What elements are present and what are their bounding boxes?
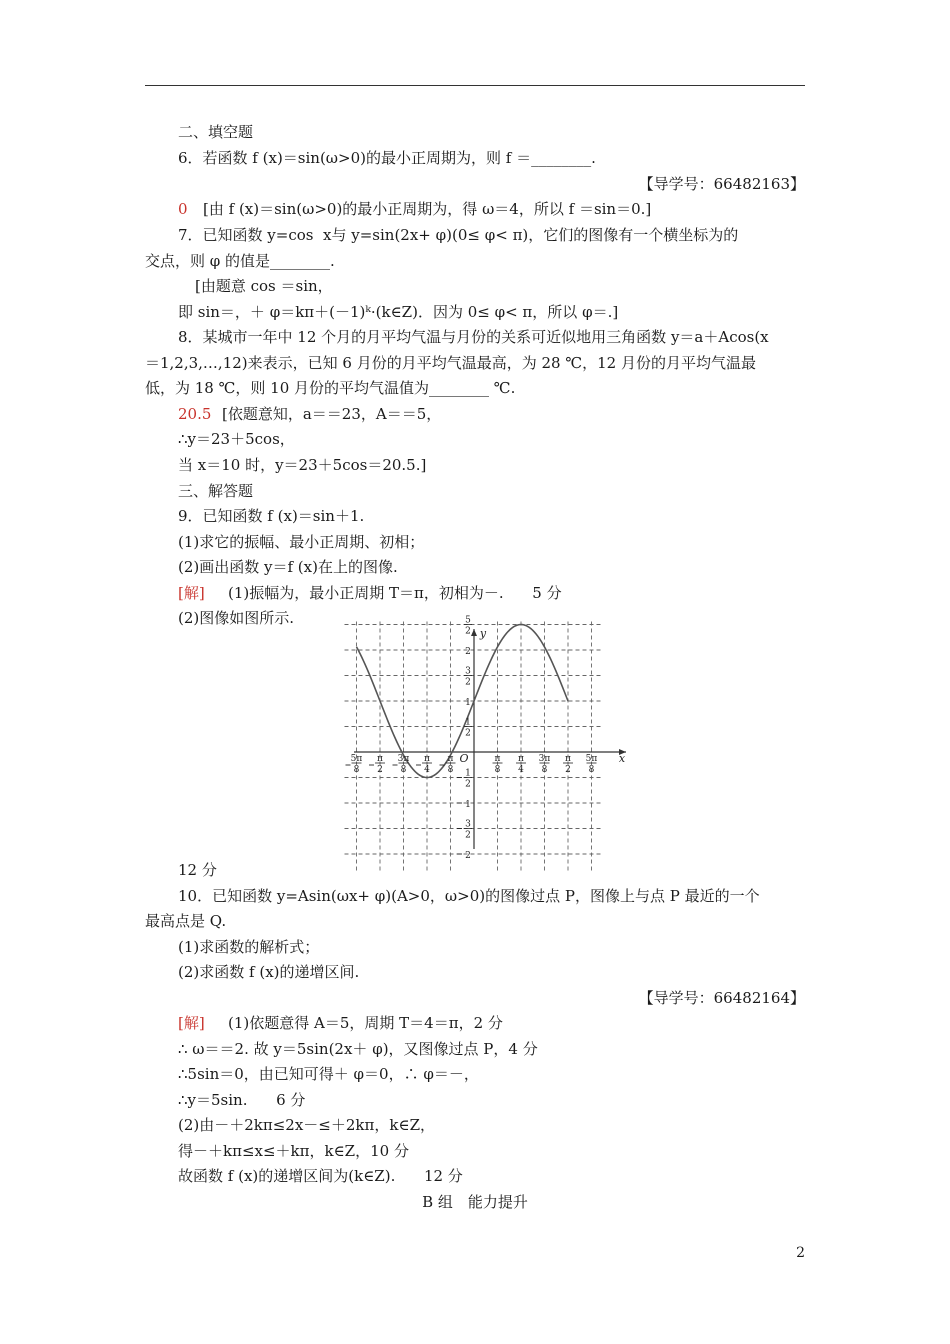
answer-7-line2: 即 sin＝，＋ φ＝kπ＋(－1)ᵏ·(k∈Z)．因为 0≤ φ< π，所以 φ＝.] bbox=[178, 303, 619, 321]
y-axis-label: y bbox=[479, 627, 487, 640]
answer-8-line2: ∴y＝23＋5cos， bbox=[178, 430, 295, 448]
section-heading-fill-in: 二、填空题 bbox=[178, 123, 254, 141]
y-tick-label: 1 bbox=[465, 800, 471, 810]
solution-10-line3: ∴5sin＝0，由已知可得＋ φ＝0，∴ φ＝－， bbox=[178, 1065, 479, 1083]
solution-9-score: 12 分 bbox=[178, 861, 217, 879]
x-tick-numerator: π bbox=[447, 754, 454, 764]
question-7-line1: 7．已知函数 y=cos x与 y=sin(2x+ φ)(0≤ φ< π)，它们的图像有一个横坐标为的 bbox=[178, 226, 739, 244]
x-tick-numerator: 3π bbox=[538, 754, 551, 764]
x-tick-numerator: π bbox=[424, 754, 430, 764]
solution-10-line7: 故函数 f (x)的递增区间为(k∈Z). 12 分 bbox=[178, 1167, 463, 1185]
answer-8-line1: [依题意知，a＝＝23，A＝＝5， bbox=[222, 405, 442, 423]
section-heading-group-b: B 组 能力提升 bbox=[422, 1193, 528, 1211]
x-tick-denominator: 8 bbox=[447, 765, 454, 775]
answer-6-explanation: [由 f (x)＝sin(ω>0)的最小正周期为，得 ω＝4，所以 f ＝sin＝0.] bbox=[203, 200, 652, 218]
y-tick-numerator: 1 bbox=[465, 717, 471, 728]
x-axis-label: x bbox=[618, 752, 626, 765]
function-graph bbox=[350, 615, 640, 861]
solution-10-line4: ∴y＝5sin. 6 分 bbox=[178, 1091, 306, 1109]
y-tick-label: 1 bbox=[465, 698, 471, 708]
question-9: 9．已知函数 f (x)＝sin＋1. bbox=[178, 507, 365, 525]
question-8-line1: 8．某城市一年中 12 个月的月平均气温与月份的关系可近似地用三角函数 y＝a＋Acos(x bbox=[178, 328, 769, 346]
x-tick-numerator: π bbox=[565, 754, 571, 764]
guide-number-1: 【导学号：66482163】 bbox=[638, 175, 805, 193]
x-tick-denominator: 4 bbox=[518, 765, 524, 775]
y-tick-denominator: 2 bbox=[465, 830, 471, 841]
solution-10-line1: (1)依题意得 A＝5，周期 T＝4＝π，2 分 bbox=[228, 1014, 503, 1032]
page-number: 2 bbox=[796, 1245, 805, 1261]
y-tick-numerator: 3 bbox=[465, 819, 471, 830]
question-10-part1: (1)求函数的解析式； bbox=[178, 938, 320, 956]
x-tick-denominator: 4 bbox=[424, 765, 430, 775]
x-tick-denominator: 8 bbox=[541, 765, 548, 775]
x-tick-numerator: π bbox=[494, 754, 501, 764]
question-10-line1: 10．已知函数 y=Asin(ωx+ φ)(A>0，ω>0)的图像过点 P，图像上与点 P 最近的一个 bbox=[178, 887, 760, 905]
x-tick-denominator: 8 bbox=[400, 765, 407, 775]
solution-9-tag: [解] bbox=[178, 584, 205, 602]
x-tick-denominator: 2 bbox=[377, 765, 383, 775]
y-tick-denominator: 2 bbox=[465, 728, 471, 739]
x-tick-numerator: 5π bbox=[585, 754, 598, 764]
y-axis-arrow bbox=[471, 629, 477, 636]
question-7-line2: 交点，则 φ 的值是________. bbox=[145, 252, 335, 270]
origin-label: O bbox=[459, 752, 469, 765]
answer-7-line1: [由题意 cos ＝sin， bbox=[195, 277, 333, 295]
y-tick-numerator: 5 bbox=[465, 615, 471, 626]
answer-6-value: 0 bbox=[178, 200, 188, 218]
solution-9-part1: (1)振幅为，最小正周期 T＝π，初相为－. 5 分 bbox=[228, 584, 562, 602]
x-tick-denominator: 8 bbox=[353, 765, 360, 775]
x-tick-denominator: 2 bbox=[565, 765, 571, 775]
y-tick-denominator: 2 bbox=[465, 626, 471, 637]
header-rule bbox=[145, 85, 805, 86]
x-tick-denominator: 8 bbox=[494, 765, 501, 775]
solution-10-line5: (2)由－＋2kπ≤2x－≤＋2kπ，k∈Z， bbox=[178, 1116, 435, 1134]
y-tick-numerator: 3 bbox=[465, 666, 471, 677]
answer-8-line3: 当 x＝10 时，y＝23＋5cos＝20.5.] bbox=[178, 456, 427, 474]
solution-10-line2: ∴ ω＝＝2. 故 y＝5sin(2x＋ φ)，又图像过点 P，4 分 bbox=[178, 1040, 538, 1058]
question-8-line2: ＝1,2,3,…,12)来表示，已知 6 月份的月平均气温最高，为 28 ℃，12 月份的月平均气温最 bbox=[145, 354, 756, 372]
question-6: 6．若函数 f (x)＝sin(ω>0)的最小正周期为，则 f ＝________. bbox=[178, 149, 596, 167]
x-tick-denominator: 8 bbox=[588, 765, 595, 775]
x-tick-numerator: 3π bbox=[397, 754, 410, 764]
y-tick-numerator: 1 bbox=[465, 768, 471, 779]
x-tick-numerator: 5π bbox=[350, 754, 363, 764]
y-tick-denominator: 2 bbox=[465, 779, 471, 790]
question-9-part2: (2)画出函数 y＝f (x)在上的图像. bbox=[178, 558, 398, 576]
solution-9-part2: (2)图像如图所示. bbox=[178, 609, 295, 627]
question-9-part1: (1)求它的振幅、最小正周期、初相； bbox=[178, 533, 425, 551]
x-tick-numerator: π bbox=[518, 754, 524, 764]
question-10-part2: (2)求函数 f (x)的递增区间. bbox=[178, 963, 360, 981]
question-10-line2: 最高点是 Q. bbox=[145, 912, 227, 930]
section-heading-solve: 三、解答题 bbox=[178, 482, 254, 500]
graph-tick-labels bbox=[346, 616, 626, 862]
guide-number-2: 【导学号：66482164】 bbox=[638, 989, 805, 1007]
answer-8-value: 20.5 bbox=[178, 405, 212, 423]
y-tick-denominator: 2 bbox=[465, 677, 471, 688]
question-8-line3: 低，为 18 ℃，则 10 月份的平均气温值为________ ℃. bbox=[145, 379, 516, 397]
solution-10-line6: 得－＋kπ≤x≤＋kπ，k∈Z，10 分 bbox=[178, 1142, 409, 1160]
y-tick-label: 2 bbox=[465, 647, 471, 657]
solution-10-tag: [解] bbox=[178, 1014, 205, 1032]
y-tick-label: 2 bbox=[465, 851, 471, 861]
x-tick-numerator: π bbox=[377, 754, 383, 764]
